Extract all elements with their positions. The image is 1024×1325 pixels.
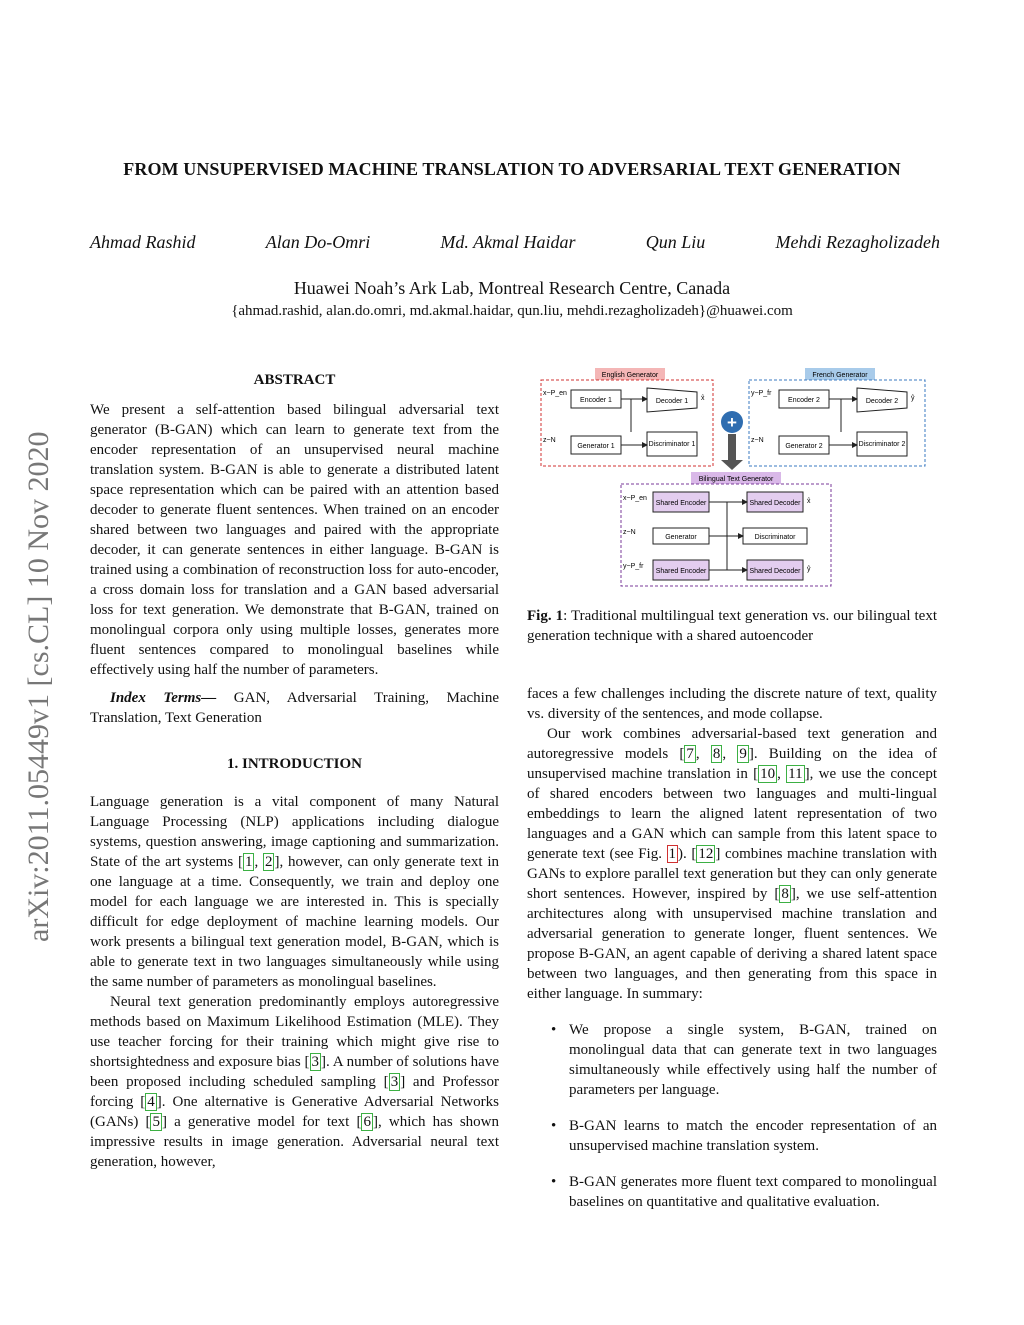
generator-label: Generator [665,534,697,541]
text-run: ] a generative model for text [ [161,1114,362,1130]
noise-label: z~N [751,437,764,444]
shared-encoder-label: Shared Encoder [655,568,707,575]
left-column [90,370,499,1172]
citation-link[interactable]: 7 [686,746,694,762]
intro-paragraph-2 [90,992,499,1172]
text-run: Our work combines adversarial-based text generation and autoregressive models [ [527,726,937,762]
discriminator2-label: Discriminator 2 [858,441,906,448]
output-y-label: ŷ [911,395,915,402]
input-fr-label: y~P_fr [623,563,644,570]
caption-body: : Traditional multilingual text generation vs. our bilingual text generation technique with a shared autoencoder [527,608,937,644]
figure-caption [527,606,937,646]
citation-link[interactable]: 8 [781,886,789,902]
plus-sign: + [727,413,737,432]
intro-paragraph-1 [90,792,499,992]
discriminator-label: Discriminator [754,534,796,541]
bilingual-generator-label: Bilingual Text Generator [698,476,774,483]
text-run: ]. Building on the idea of unsupervised machine translation in [ [527,746,937,782]
shared-decoder-label: Shared Decoder [749,568,801,575]
contribution-list [527,1020,937,1212]
arxiv-id: arXiv:2011.05449v1 [cs.CL] 10 Nov 2020 [22,431,55,942]
figure-1 [535,362,935,592]
author-name: Ahmad Rashid [90,232,196,252]
generator1-label: Generator 1 [577,443,615,450]
input-en-label: x~P_en [543,390,567,397]
author-name: Md. Akmal Haidar [440,232,576,252]
citation-link[interactable]: 10 [760,766,776,782]
index-terms-text: GAN, Adversarial Training, Machine Translation, Text Generation [90,690,500,726]
encoder2-label: Encoder 2 [788,397,820,404]
decoder2-label: Decoder 2 [865,398,899,405]
citation-link[interactable]: 11 [788,766,803,782]
encoder1-label: Encoder 1 [580,397,612,404]
noise-label: z~N [623,529,636,536]
text-run: ], we use self-attention architectures along with unsupervised machine translation and adversarial generation to generate longer, fluent sentences. We propose B-GAN, an agent capable of deriving a shared latent space between two languages, and then generating from this space in either language. In summary: [527,886,937,1002]
text-run: Language generation is a vital component of many Natural Language Processing (NLP) applications including dialogue systems, question answering, image captioning and summarization. State of the art systems [ [90,794,499,870]
right-paragraph-1: faces a few challenges including the discrete nature of text, quality vs. diversity of the sentences, and mode collapse. [527,686,937,722]
index-terms-label: Index Terms— [110,690,217,706]
right-paragraph-2 [527,724,937,1004]
text-run: ], which has shown impressive results in image generation. Adversarial neural text generation, however, [90,1114,500,1170]
caption-label: Fig. 1 [527,608,564,624]
text-run: ]. One alternative is Generative Adversarial Networks (GANs) [ [90,1094,499,1130]
citation-link[interactable]: 8 [712,746,721,762]
text-run: ], however, can only generate text in one language at a time. Consequently, we train and deploy one model for each language we are interested in. This is specially difficult for edge deployment of machine learning models. Our work presents a bilingual text generation model, B-GAN, which is able to generate text in two languages simultaneously while using the same number of parameters as monolingual baselines. [90,854,499,990]
output-x-label: x̂ [807,498,811,505]
paper-title: FROM UNSUPERVISED MACHINE TRANSLATION TO ADVERSARIAL TEXT GENERATION [123,159,901,179]
input-fr-label: y~P_fr [751,390,772,397]
down-arrow-head [721,460,743,470]
text-run: ], we use the concept of shared encoders between two languages and multi-lingual embeddings to learn the aligned latent representation of two languages and a GAN which can sample from this latent space to generate text (see Fig. [527,766,937,862]
abstract-heading: ABSTRACT [253,372,336,388]
index-terms [90,688,499,728]
input-en-label: x~P_en [623,495,647,502]
citation-link[interactable]: 9 [739,746,747,762]
citation-link[interactable]: 12 [698,846,714,862]
output-x-label: x̂ [701,395,705,402]
author-name: Alan Do-Omri [265,232,371,252]
french-generator-label: French Generator [812,372,868,379]
english-generator-label: English Generator [601,372,659,379]
text-run: ]. A number of solutions have been proposed including scheduled sampling [ [90,1054,499,1090]
shared-decoder-label: Shared Decoder [749,500,801,507]
affiliation: Huawei Noah’s Ark Lab, Montreal Research Centre, Canada [293,278,731,298]
intro-heading: 1. INTRODUCTION [226,756,362,772]
text-run: ] and Professor forcing [ [90,1074,499,1110]
author-name: Qun Liu [645,232,706,252]
text-run: , [777,766,787,782]
list-item: • We propose a single system, B-GAN, trained on monolingual data that can generate text in two languages simultaneously while effectively using half the number of parameters per language. [527,1020,937,1100]
author-list [90,232,940,253]
text-run: Neural text generation predominantly employs autoregressive methods based on Maximum Likelihood Estimation (MLE). They use teacher forcing for their training which might give rise to shortsightedness and exposure bias [ [90,994,499,1070]
figure-caption-text [527,606,937,646]
list-item: • B-GAN generates more fluent text compared to monolingual baselines on quantitative and qualitative evaluation. [527,1172,937,1212]
citation-link[interactable]: 2 [264,854,273,870]
generator2-label: Generator 2 [785,443,823,450]
text-run: , [722,746,738,762]
down-arrow-icon [728,434,736,460]
decoder1-label: Decoder 1 [655,398,689,405]
text-run: , [254,854,263,870]
right-column [527,684,937,1228]
text-run: ). [ [678,846,697,862]
figure-link[interactable]: 1 [668,846,677,862]
text-run: , [695,746,711,762]
arxiv-stamp [12,350,72,950]
text-run: ] combines machine translation with GANs to explore parallel text generation but they can only generate short sentences. However, inspired by [ [527,846,937,902]
citation-link[interactable]: 1 [244,854,253,870]
list-item: • B-GAN learns to match the encoder representation of an unsupervised machine translation system. [527,1116,937,1156]
abstract-text: We present a self-attention based bilingual adversarial text generator (B-GAN) which can learn to generate text from the encoder representation of an unsupervised neural machine translation system. B-GAN is able to generate a distributed latent space representation which can be paired with an attention based decoder to generate fluent sentences. When trained on an encoder shared between two languages and paired with the appropriate decoder, it can generate sentences in either language. B-GAN is trained using a combination of reconstruction loss for auto-encoder, a cross domain loss for translation and a GAN based adversarial loss for text generation. We demonstrate that B-GAN, trained on monolingual corpora only using multiple losses, generates more fluent sentences compared to monolingual baselines while effectively using half the number of parameters. [90,402,499,678]
figure-diagram [535,362,935,592]
citation-link[interactable]: 6 [363,1114,371,1130]
citation-link[interactable]: 4 [147,1094,155,1110]
output-y-label: ŷ [807,566,811,573]
shared-encoder-label: Shared Encoder [655,500,707,507]
discriminator1-label: Discriminator 1 [648,441,696,448]
author-emails: {ahmad.rashid, alan.do.omri, md.akmal.haidar, qun.liu, mehdi.rezagholizadeh}@huawei.com [231,303,793,319]
citation-link[interactable]: 5 [152,1114,160,1130]
author-name: Mehdi Rezagholizadeh [775,232,940,252]
citation-link[interactable]: 3 [311,1054,320,1070]
noise-label: z~N [543,437,556,444]
citation-link[interactable]: 3 [390,1074,399,1090]
